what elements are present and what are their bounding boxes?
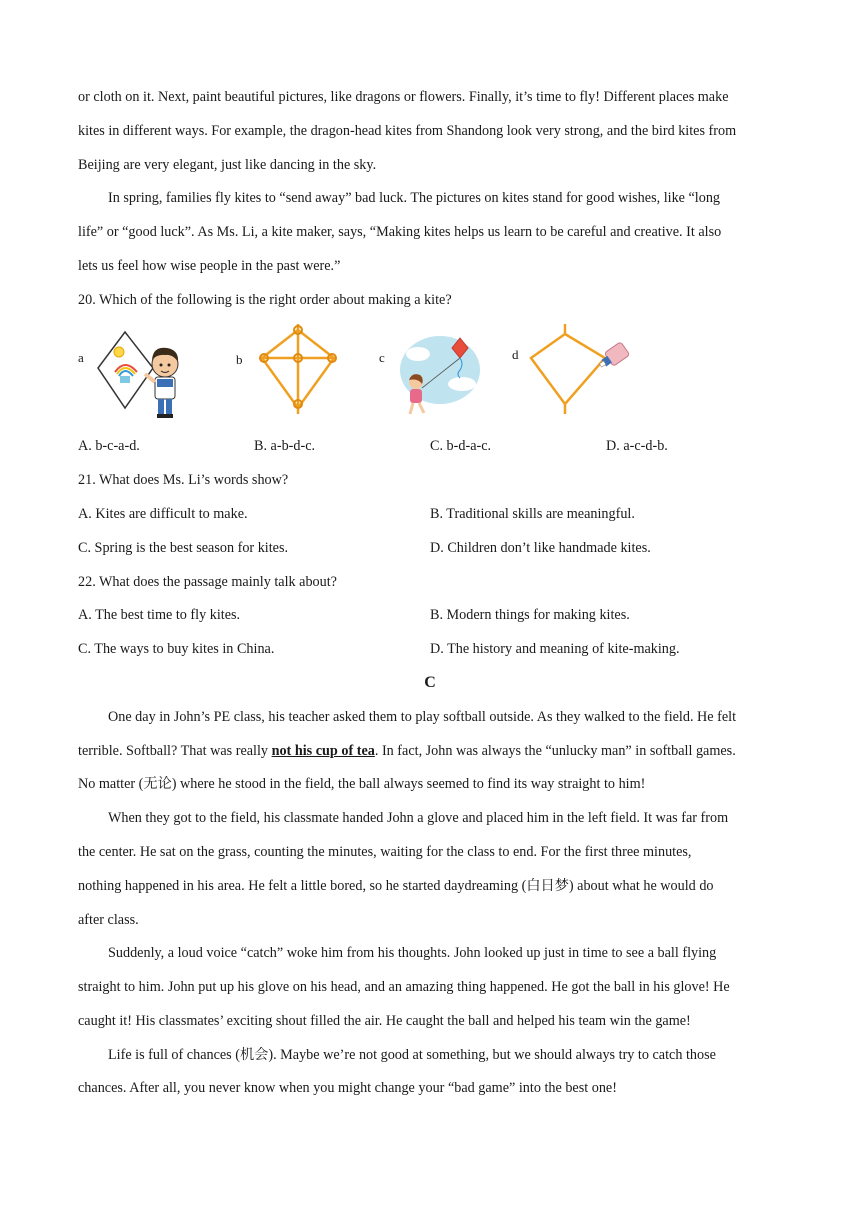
q21-option-a[interactable]: A. Kites are difficult to make. [78, 506, 248, 522]
q22-option-a[interactable]: A. The best time to fly kites. [78, 607, 241, 623]
picture-c-label: c [379, 350, 385, 365]
picture-d-label: d [512, 347, 519, 362]
passage-c-text: . In fact, John was always the “unlucky man” in softball games. [374, 743, 736, 759]
passage-c-line: Life is full of chances (机会). Maybe we’re not good at something, but we should always try to catch those [108, 1047, 716, 1063]
q21-option-b[interactable]: B. Traditional skills are meaningful. [430, 506, 635, 522]
q22-option-c[interactable]: C. The ways to buy kites in China. [78, 641, 275, 657]
passage-c-line: Suddenly, a loud voice “catch” woke him from his thoughts. John looked up just in time to see a ball flying [108, 945, 717, 961]
passage-c-line [78, 741, 783, 761]
q22-option-b[interactable]: B. Modern things for making kites. [430, 607, 630, 623]
passage-c-line: after class. [78, 912, 139, 928]
girl-flying-kite-icon [398, 330, 480, 418]
question-21-text: 21. What does Ms. Li’s words show? [78, 472, 289, 488]
passage-b-line: life” or “good luck”. As Ms. Li, a kite maker, says, “Making kites helps us learn to be careful and creative. It also [78, 224, 722, 240]
q21-option-c[interactable]: C. Spring is the best season for kites. [78, 540, 289, 556]
q20-option-d[interactable]: D. a-c-d-b. [606, 438, 668, 454]
passage-c-line: caught it! His classmates’ exciting shout filled the air. He caught the ball and helped his team win the game! [78, 1013, 691, 1029]
passage-b-line: kites in different ways. For example, the dragon-head kites from Shandong look very strong, and the bird kites from [78, 123, 737, 139]
boy-holding-painted-kite-icon [95, 328, 200, 420]
passage-c-line: No matter (无论) where he stood in the field, the ball always seemed to find its way straight to him! [78, 776, 646, 792]
passage-c-title: C [424, 674, 436, 691]
passage-c-line: the center. He sat on the grass, counting the minutes, waiting for the class to end. For the first three minutes, [78, 844, 692, 860]
kite-frame-bound-icon [256, 324, 340, 416]
kite-frame-with-glue-icon [527, 322, 631, 416]
passage-b-line: In spring, families fly kites to “send away” bad luck. The pictures on kites stand for good wishes, like “long [108, 190, 721, 206]
passage-c-line: straight to him. John put up his glove on his head, and an amazing thing happened. He got the ball in his glove! He [78, 979, 730, 995]
q21-option-d[interactable]: D. Children don’t like handmade kites. [430, 540, 651, 556]
underlined-phrase: not his cup of tea [271, 743, 375, 759]
q20-option-b[interactable]: B. a-b-d-c. [254, 438, 316, 454]
question-22-text: 22. What does the passage mainly talk about? [78, 574, 337, 590]
q20-option-c[interactable]: C. b-d-a-c. [430, 438, 492, 454]
passage-c-text: terrible. Softball? That was really [78, 743, 272, 759]
picture-a-label: a [78, 350, 84, 365]
passage-c-line: One day in John’s PE class, his teacher asked them to play softball outside. As they walked to the field. He felt [108, 709, 737, 725]
q20-option-a[interactable]: A. b-c-a-d. [78, 438, 140, 454]
passage-c-line: nothing happened in his area. He felt a little bored, so he started daydreaming (白日梦) about what he would do [78, 878, 714, 894]
picture-b-label: b [236, 352, 243, 367]
passage-c-line: When they got to the field, his classmate handed John a glove and placed him in the left field. It was far from [108, 810, 729, 826]
passage-c-line: chances. After all, you never know when you might change your “bad game” into the best one! [78, 1080, 617, 1096]
passage-b-line: Beijing are very elegant, just like dancing in the sky. [78, 157, 377, 173]
q22-option-d[interactable]: D. The history and meaning of kite-making. [430, 641, 680, 657]
passage-b-line: lets us feel how wise people in the past were.” [78, 258, 341, 274]
question-20-text: 20. Which of the following is the right order about making a kite? [78, 292, 452, 308]
passage-b-line: or cloth on it. Next, paint beautiful pictures, like dragons or flowers. Finally, it’s time to fly! Different places make [78, 89, 729, 105]
